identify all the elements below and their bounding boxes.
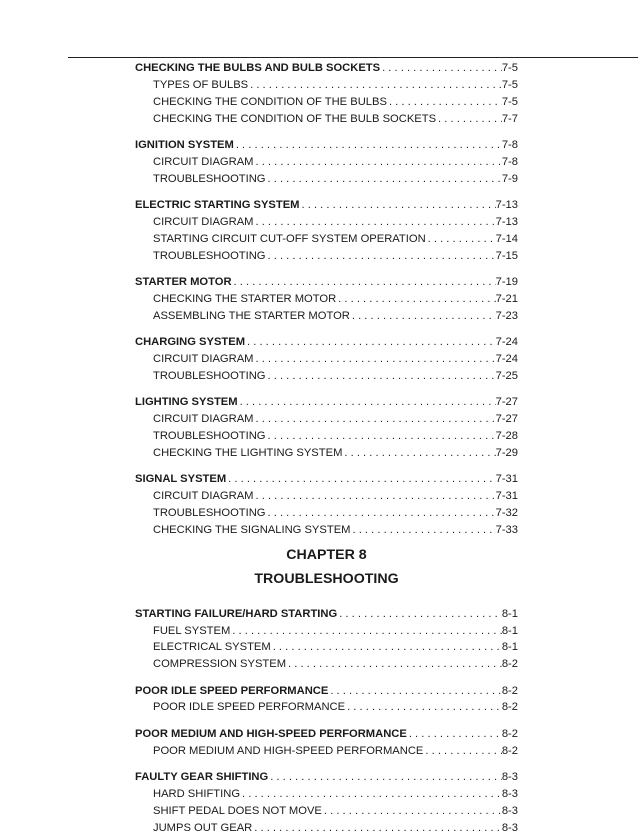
dot-leader xyxy=(240,786,502,803)
entry-title: TROUBLESHOOTING xyxy=(153,249,266,262)
dot-leader xyxy=(254,488,496,505)
toc-subsection-entry[interactable] xyxy=(135,820,518,836)
entry-title: ELECTRIC STARTING SYSTEM xyxy=(135,199,300,212)
entry-title: CHARGING SYSTEM xyxy=(135,336,246,349)
toc-section-entry[interactable] xyxy=(135,394,518,411)
entry-title: POOR IDLE SPEED PERFORMANCE xyxy=(153,701,346,714)
entry-title: CIRCUIT DIAGRAM xyxy=(153,155,254,168)
page-number: 8-3 xyxy=(501,770,518,783)
page-number: 8-2 xyxy=(501,727,518,740)
entry-title: CHECKING THE LIGHTING SYSTEM xyxy=(153,446,343,459)
entry-title: SIGNAL SYSTEM xyxy=(135,473,227,486)
entry-title: CHECKING THE CONDITION OF THE BULBS xyxy=(153,95,387,108)
toc-subsection-entry[interactable] xyxy=(135,623,518,640)
toc-subsection-entry[interactable] xyxy=(135,639,518,656)
toc-subsection-entry[interactable] xyxy=(135,488,518,505)
toc-section-entry[interactable] xyxy=(135,334,518,351)
toc-subsection-entry[interactable] xyxy=(135,291,518,308)
entry-title: POOR IDLE SPEED PERFORMANCE xyxy=(135,684,329,697)
page-number: 7-8 xyxy=(501,138,518,151)
page-number: 7-28 xyxy=(495,429,518,442)
toc-chapter-8-part xyxy=(135,606,518,836)
toc-section-entry[interactable] xyxy=(135,137,518,154)
page-number: 8-1 xyxy=(501,607,518,620)
toc-section-entry[interactable] xyxy=(135,726,518,743)
page-number: 7-31 xyxy=(495,489,518,502)
dot-leader xyxy=(300,197,496,214)
entry-title: ELECTRICAL SYSTEM xyxy=(153,641,271,654)
page-number: 7-13 xyxy=(495,215,518,228)
toc-section-entry[interactable] xyxy=(135,274,518,291)
dot-leader xyxy=(380,60,502,77)
dot-leader xyxy=(423,743,501,760)
dot-leader xyxy=(232,274,496,291)
toc-section-entry[interactable] xyxy=(135,769,518,786)
dot-leader xyxy=(266,428,496,445)
page-number: 8-3 xyxy=(501,787,518,800)
toc-subsection-entry[interactable] xyxy=(135,411,518,428)
toc-subsection-entry[interactable] xyxy=(135,803,518,820)
toc-subsection-entry[interactable] xyxy=(135,171,518,188)
chapter-number: CHAPTER 8 xyxy=(286,546,367,563)
toc-subsection-entry[interactable] xyxy=(135,94,518,111)
entry-title: ASSEMBLING THE STARTER MOTOR xyxy=(153,309,350,322)
toc-subsection-entry[interactable] xyxy=(135,522,518,539)
dot-leader xyxy=(226,471,495,488)
page-number: 7-9 xyxy=(501,172,518,185)
entry-title: STARTER MOTOR xyxy=(135,275,232,288)
page-number: 7-5 xyxy=(501,62,518,74)
toc-section-entry[interactable] xyxy=(135,606,518,623)
dot-leader xyxy=(271,639,502,656)
dot-leader xyxy=(230,623,502,640)
section-gap xyxy=(135,673,518,682)
dot-leader xyxy=(337,606,502,623)
toc-subsection-entry[interactable] xyxy=(135,786,518,803)
toc-subsection-entry[interactable] xyxy=(135,743,518,760)
entry-title: FUEL SYSTEM xyxy=(153,624,231,637)
page-number: 8-2 xyxy=(501,744,518,757)
entry-title: HARD SHIFTING xyxy=(153,787,241,800)
page-number: 7-33 xyxy=(495,523,518,536)
page-number: 7-19 xyxy=(495,275,518,288)
section-gap xyxy=(135,265,518,274)
toc-subsection-entry[interactable] xyxy=(135,248,518,265)
section-gap xyxy=(135,128,518,137)
dot-leader xyxy=(286,656,502,673)
chapter-heading xyxy=(135,545,518,589)
toc-subsection-entry[interactable] xyxy=(135,308,518,325)
dot-leader xyxy=(328,683,502,700)
dot-leader xyxy=(350,308,496,325)
dot-leader xyxy=(426,231,496,248)
entry-title: JUMPS OUT GEAR xyxy=(153,821,253,834)
page-number: 8-3 xyxy=(501,804,518,817)
dot-leader xyxy=(254,214,496,231)
dot-leader xyxy=(254,411,496,428)
entry-title: TROUBLESHOOTING xyxy=(153,369,266,382)
toc-subsection-entry[interactable] xyxy=(135,368,518,385)
entry-title: FAULTY GEAR SHIFTING xyxy=(135,770,269,783)
entry-title: CIRCUIT DIAGRAM xyxy=(153,215,254,228)
page-number: 7-14 xyxy=(495,232,518,245)
dot-leader xyxy=(350,522,495,539)
section-gap xyxy=(135,462,518,471)
entry-title: LIGHTING SYSTEM xyxy=(135,396,238,409)
toc-subsection-entry[interactable] xyxy=(135,111,518,128)
dot-leader xyxy=(254,154,502,171)
dot-leader xyxy=(266,368,496,385)
dot-leader xyxy=(266,505,496,522)
toc-section-entry[interactable] xyxy=(135,197,518,214)
page-number: 8-1 xyxy=(501,624,518,637)
dot-leader xyxy=(234,137,502,154)
entry-title: STARTING FAILURE/HARD STARTING xyxy=(135,607,338,620)
section-gap xyxy=(135,188,518,197)
page-number: 7-27 xyxy=(495,412,518,425)
entry-title: TROUBLESHOOTING xyxy=(153,506,266,519)
section-gap xyxy=(135,325,518,334)
dot-leader xyxy=(336,291,495,308)
page-number: 7-25 xyxy=(495,369,518,382)
section-gap xyxy=(135,385,518,394)
toc-subsection-entry[interactable] xyxy=(135,154,518,171)
entry-title: CHECKING THE STARTER MOTOR xyxy=(153,292,337,305)
page-number: 7-13 xyxy=(495,199,518,212)
toc-subsection-entry[interactable] xyxy=(135,214,518,231)
entry-title: POOR MEDIUM AND HIGH-SPEED PERFORMANCE xyxy=(135,727,407,740)
page-number: 7-24 xyxy=(495,352,518,365)
page-number: 8-2 xyxy=(501,701,518,714)
toc-subsection-entry[interactable] xyxy=(135,231,518,248)
page-number: 7-29 xyxy=(495,446,518,459)
entry-title: CIRCUIT DIAGRAM xyxy=(153,412,254,425)
dot-leader xyxy=(266,171,502,188)
page-number: 7-8 xyxy=(501,155,518,168)
page-number: 7-21 xyxy=(495,292,518,305)
entry-title: TROUBLESHOOTING xyxy=(153,172,266,185)
dot-leader xyxy=(266,248,496,265)
toc-subsection-entry[interactable] xyxy=(135,656,518,673)
page-number: 8-3 xyxy=(501,821,518,834)
page-number: 7-23 xyxy=(495,309,518,322)
table-of-contents xyxy=(135,60,518,836)
section-gap xyxy=(135,760,518,769)
toc-chapter-7-part xyxy=(135,60,518,539)
dot-leader xyxy=(387,94,502,111)
page-number: 7-24 xyxy=(495,336,518,349)
toc-section-entry[interactable] xyxy=(135,60,518,77)
dot-leader xyxy=(252,820,502,836)
entry-title: TROUBLESHOOTING xyxy=(153,429,266,442)
toc-subsection-entry[interactable] xyxy=(135,505,518,522)
toc-subsection-entry[interactable] xyxy=(135,445,518,462)
dot-leader xyxy=(254,351,496,368)
page-number: 8-2 xyxy=(501,658,518,671)
toc-subsection-entry[interactable] xyxy=(135,699,518,716)
chapter-title: TROUBLESHOOTING xyxy=(254,570,399,587)
page-number: 7-27 xyxy=(495,396,518,409)
dot-leader xyxy=(248,77,502,94)
toc-section-entry[interactable] xyxy=(135,683,518,700)
page-number: 7-31 xyxy=(495,473,518,486)
page-number: 7-7 xyxy=(501,112,518,125)
page-number: 7-15 xyxy=(495,249,518,262)
entry-title: CIRCUIT DIAGRAM xyxy=(153,352,254,365)
entry-title: IGNITION SYSTEM xyxy=(135,138,234,151)
page-number: 7-5 xyxy=(501,95,518,108)
dot-leader xyxy=(342,445,495,462)
entry-title: POOR MEDIUM AND HIGH-SPEED PERFORMANCE xyxy=(153,744,424,757)
entry-title: SHIFT PEDAL DOES NOT MOVE xyxy=(153,804,322,817)
entry-title: COMPRESSION SYSTEM xyxy=(153,658,287,671)
header-rule xyxy=(68,57,638,58)
entry-title: STARTING CIRCUIT CUT-OFF SYSTEM OPERATION xyxy=(153,232,426,245)
page-number: 7-32 xyxy=(495,506,518,519)
dot-leader xyxy=(238,394,496,411)
section-gap xyxy=(135,716,518,725)
entry-title: TYPES OF BULBS xyxy=(153,78,249,91)
dot-leader xyxy=(436,111,502,128)
page-number: 8-2 xyxy=(501,684,518,697)
toc-subsection-entry[interactable] xyxy=(135,77,518,94)
dot-leader xyxy=(245,334,496,351)
dot-leader xyxy=(268,769,502,786)
toc-subsection-entry[interactable] xyxy=(135,351,518,368)
page-number: 7-5 xyxy=(501,78,518,91)
entry-title: CHECKING THE SIGNALING SYSTEM xyxy=(153,523,351,536)
entry-title: CIRCUIT DIAGRAM xyxy=(153,489,254,502)
entry-title: CHECKING THE BULBS AND BULB SOCKETS xyxy=(135,62,381,74)
dot-leader xyxy=(322,803,502,820)
toc-section-entry[interactable] xyxy=(135,471,518,488)
page-number: 8-1 xyxy=(501,641,518,654)
dot-leader xyxy=(407,726,502,743)
dot-leader xyxy=(345,699,502,716)
toc-subsection-entry[interactable] xyxy=(135,428,518,445)
entry-title: CHECKING THE CONDITION OF THE BULB SOCKETS xyxy=(153,112,437,125)
